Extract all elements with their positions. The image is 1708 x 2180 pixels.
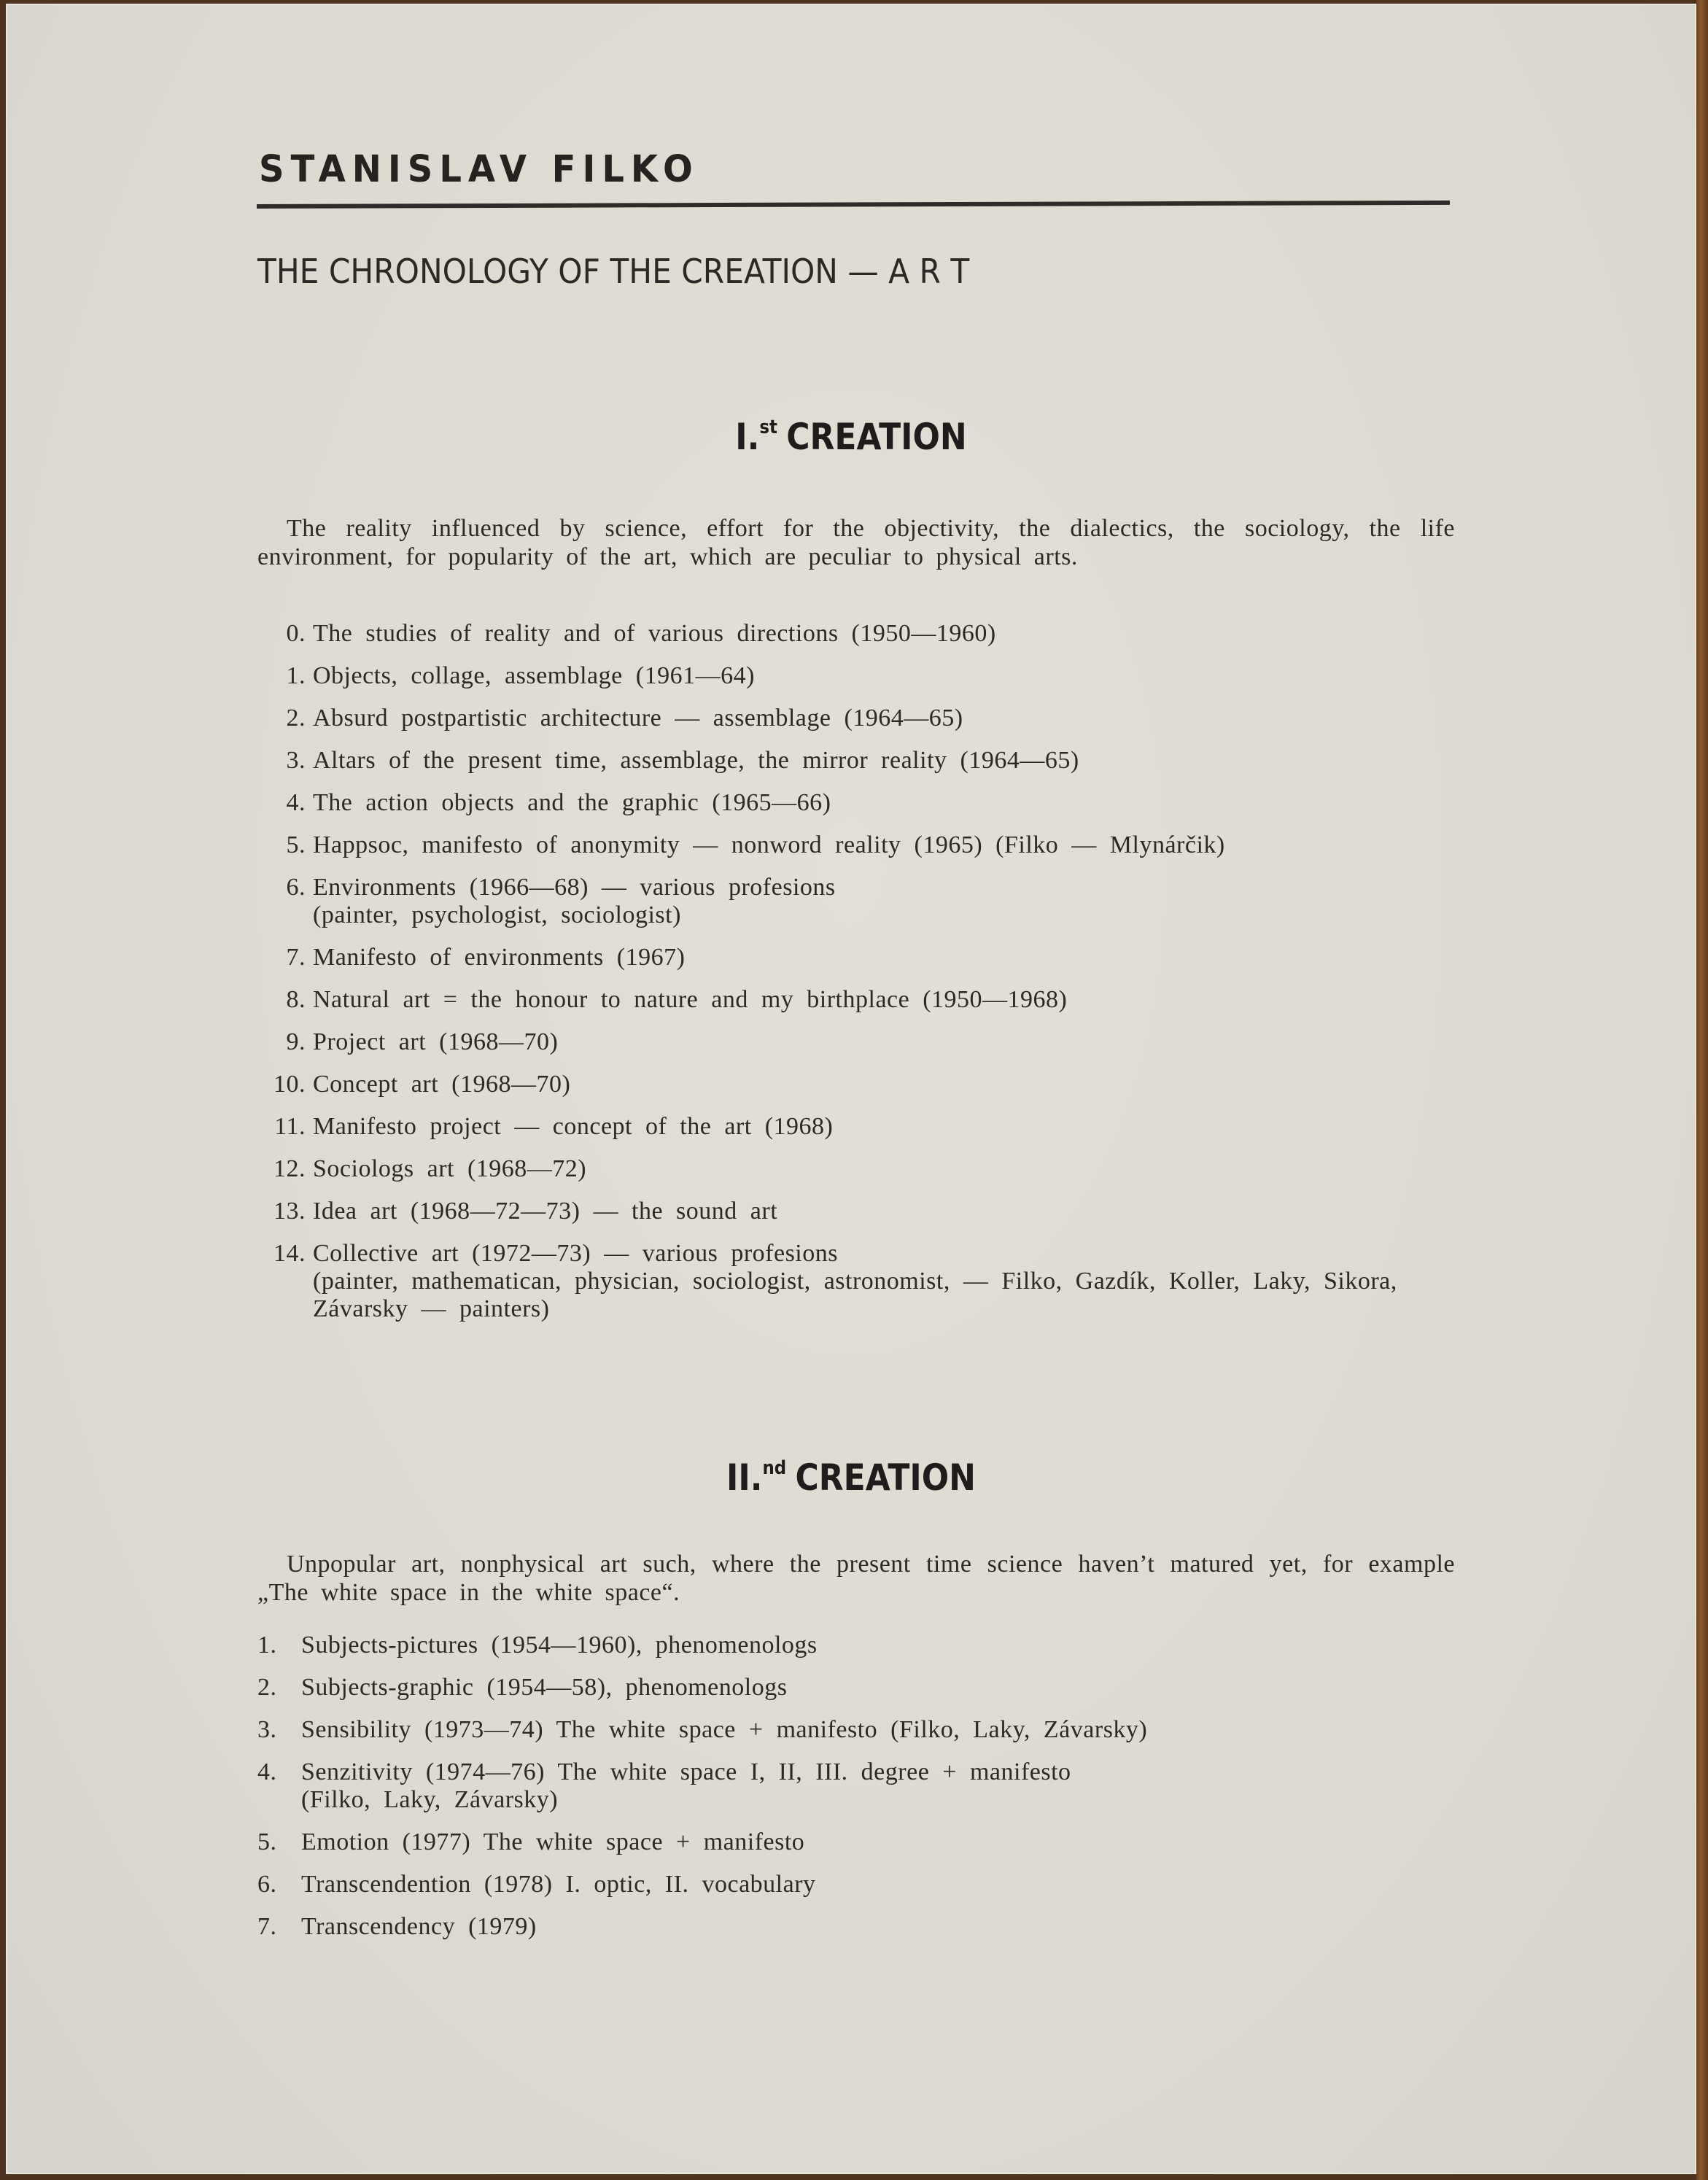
item-number: 7.: [257, 1913, 277, 1940]
ordinal-suffix: nd: [762, 1457, 787, 1479]
section-intro-second-creation: Unpopular art, nonphysical art such, where the present time science haven’t matured yet, for example „The white space in the white space“.: [257, 1551, 1455, 1606]
item-number: 2.: [257, 1674, 277, 1701]
list-item: [257, 1828, 1497, 1856]
list-item: [257, 1198, 1497, 1225]
list-item: [257, 1913, 1497, 1941]
item-text: The studies of reality and of various directions (1950—1960): [313, 620, 996, 647]
item-text: Objects, collage, assemblage (1961—64): [313, 662, 755, 689]
item-number: 7.: [286, 944, 306, 971]
item-text: Project art (1968—70): [313, 1028, 559, 1055]
section-heading-label: CREATION: [795, 1456, 976, 1499]
item-number: 2.: [286, 705, 306, 732]
author-name: STANISLAV FILKO: [259, 148, 699, 191]
document-title: THE CHRONOLOGY OF THE CREATION — A R T: [257, 252, 970, 291]
item-text: Sensibility (1973—74) The white space + manifesto (Filko, Laky, Závarsky): [301, 1716, 1148, 1743]
item-number: 6.: [257, 1871, 277, 1898]
item-text: Senzitivity (1974—76) The white space I, II, III. degree + manifesto: [301, 1758, 1071, 1785]
item-text: Manifesto of environments (1967): [313, 944, 686, 971]
item-text: Transcendention (1978) I. optic, II. vocabulary: [301, 1871, 816, 1898]
item-number: 9.: [286, 1028, 306, 1055]
section-numeral: I.: [735, 416, 760, 458]
list-item: [257, 620, 1497, 648]
list-item: [257, 789, 1497, 817]
item-number: 12.: [273, 1155, 306, 1182]
item-number: 1.: [286, 662, 306, 689]
item-number: 10.: [273, 1071, 306, 1098]
item-text: Collective art (1972—73) — various profesions: [313, 1240, 838, 1267]
list-item: [257, 874, 1497, 929]
list-item: [257, 1716, 1497, 1744]
item-number: 14.: [273, 1240, 306, 1267]
list-item: [257, 1155, 1497, 1183]
list-item: [257, 1240, 1497, 1323]
ordinal-suffix: st: [759, 416, 777, 438]
list-item: [257, 1871, 1497, 1898]
section-heading-second-creation: [107, 1456, 1595, 1499]
list-item: [257, 747, 1497, 775]
item-text: Manifesto project — concept of the art (1968): [313, 1113, 834, 1140]
item-text: The action objects and the graphic (1965—66): [313, 789, 831, 816]
item-number: 3.: [257, 1716, 277, 1743]
list-item: [257, 1113, 1497, 1141]
item-continuation: (painter, psychologist, sociologist): [313, 901, 681, 928]
list-item: [257, 1674, 1497, 1702]
item-number: 0.: [286, 620, 306, 647]
item-number: 5.: [286, 831, 306, 858]
header-rule: [257, 201, 1450, 209]
list-item: [257, 705, 1497, 732]
paper-sheet: [6, 4, 1696, 2174]
item-text: Subjects-graphic (1954—58), phenomenologs: [301, 1674, 788, 1701]
item-text: Environments (1966—68) — various profesions: [313, 874, 836, 901]
list-item: [257, 1758, 1497, 1814]
section-intro-first-creation: The reality influenced by science, effort for the objectivity, the dialectics, the sociology, the life environment, for popularity of the art, which are peculiar to physical arts.: [257, 515, 1455, 570]
item-number: 13.: [273, 1198, 306, 1225]
item-text: Concept art (1968—70): [313, 1071, 571, 1098]
item-text: Emotion (1977) The white space + manifesto: [301, 1828, 805, 1855]
item-text: Altars of the present time, assemblage, the mirror reality (1964—65): [313, 747, 1079, 774]
list-item: [257, 986, 1497, 1014]
item-number: 5.: [257, 1828, 277, 1855]
document-page: [6, 4, 1696, 2174]
item-text: Happsoc, manifesto of anonymity — nonword reality (1965) (Filko — Mlynárčik): [313, 831, 1225, 858]
list-item: [257, 831, 1497, 859]
item-number: 4.: [257, 1758, 277, 1785]
chronology-list-first-creation: [257, 620, 1497, 1338]
item-number: 8.: [286, 986, 306, 1013]
list-item: [257, 944, 1497, 971]
item-text: Natural art = the honour to nature and my birthplace (1950—1968): [313, 986, 1068, 1013]
table-surface: [1696, 0, 1708, 2180]
item-continuation: (Filko, Laky, Závarsky): [301, 1786, 559, 1813]
item-text: Idea art (1968—72—73) — the sound art: [313, 1198, 778, 1225]
item-number: 4.: [286, 789, 306, 816]
section-heading-first-creation: [107, 416, 1595, 458]
item-text: Sociologs art (1968—72): [313, 1155, 587, 1182]
section-numeral: II.: [726, 1456, 763, 1499]
item-text: Absurd postpartistic architecture — assemblage (1964—65): [313, 705, 963, 732]
list-item: [257, 1028, 1497, 1056]
item-number: 3.: [286, 747, 306, 774]
list-item: [257, 1071, 1497, 1098]
list-item: [257, 1632, 1497, 1659]
item-number: 6.: [286, 874, 306, 901]
item-text: Subjects-pictures (1954—1960), phenomenologs: [301, 1632, 818, 1659]
item-number: 11.: [274, 1113, 306, 1140]
chronology-list-second-creation: [257, 1632, 1497, 1955]
item-number: 1.: [257, 1632, 277, 1659]
item-text: Transcendency (1979): [301, 1913, 537, 1940]
list-item: [257, 662, 1497, 690]
item-continuation: (painter, mathematican, physician, sociologist, astronomist, — Filko, Gazdík, Koller, Laky, Sikora, Závarsky — painters): [313, 1268, 1397, 1322]
section-heading-label: CREATION: [786, 416, 967, 458]
